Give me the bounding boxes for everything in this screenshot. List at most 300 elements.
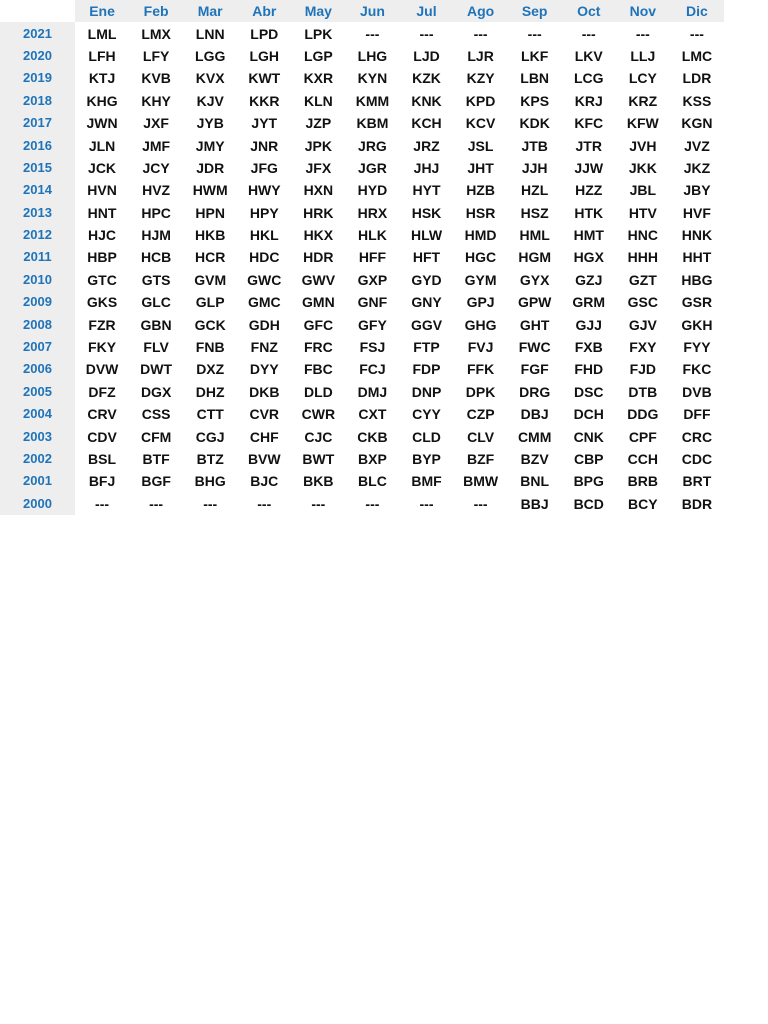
code-cell: KXR xyxy=(291,67,345,89)
code-cell: JYB xyxy=(183,112,237,134)
code-cell: BMW xyxy=(454,470,508,492)
table-row xyxy=(0,358,724,380)
code-cell: DBJ xyxy=(508,403,562,425)
code-cell: KSS xyxy=(670,90,724,112)
code-cell: KHY xyxy=(129,90,183,112)
code-cell: JGR xyxy=(345,157,399,179)
code-cell: CPF xyxy=(616,425,670,447)
code-cell: --- xyxy=(129,493,183,515)
code-cell: KJV xyxy=(183,90,237,112)
code-cell: JDR xyxy=(183,157,237,179)
code-cell: GPW xyxy=(508,291,562,313)
month-header-jul: Jul xyxy=(399,0,453,22)
code-cell: GVM xyxy=(183,269,237,291)
code-cell: FRC xyxy=(291,336,345,358)
year-label: 2019 xyxy=(0,67,75,89)
code-cell: HJC xyxy=(75,224,129,246)
code-cell: CLD xyxy=(399,425,453,447)
code-cell: DVB xyxy=(670,381,724,403)
code-cell: CGJ xyxy=(183,425,237,447)
code-cell: HLW xyxy=(399,224,453,246)
code-cell: DKB xyxy=(237,381,291,403)
code-cell: JHT xyxy=(454,157,508,179)
code-cell: CCH xyxy=(616,448,670,470)
code-cell: CYY xyxy=(399,403,453,425)
year-label: 2004 xyxy=(0,403,75,425)
code-cell: --- xyxy=(399,493,453,515)
code-cell: LCG xyxy=(562,67,616,89)
code-cell: KTJ xyxy=(75,67,129,89)
code-cell: GSC xyxy=(616,291,670,313)
code-cell: FSJ xyxy=(345,336,399,358)
code-cell: GWV xyxy=(291,269,345,291)
code-cell: LPK xyxy=(291,22,345,44)
code-cell: DRG xyxy=(508,381,562,403)
table-row xyxy=(0,381,724,403)
code-cell: KZY xyxy=(454,67,508,89)
table-row xyxy=(0,45,724,67)
code-cell: HNC xyxy=(616,224,670,246)
code-cell: HWY xyxy=(237,179,291,201)
code-cell: JBL xyxy=(616,179,670,201)
code-cell: HGC xyxy=(454,246,508,268)
code-cell: GDH xyxy=(237,313,291,335)
code-cell: HKX xyxy=(291,224,345,246)
code-cell: BRB xyxy=(616,470,670,492)
code-cell: GHT xyxy=(508,313,562,335)
code-cell: BGF xyxy=(129,470,183,492)
code-cell: HYT xyxy=(399,179,453,201)
code-cell: CDV xyxy=(75,425,129,447)
code-cell: JRZ xyxy=(399,134,453,156)
year-label: 2000 xyxy=(0,493,75,515)
code-cell: HPY xyxy=(237,202,291,224)
code-cell: HJM xyxy=(129,224,183,246)
code-cell: GYD xyxy=(399,269,453,291)
code-cell: FXB xyxy=(562,336,616,358)
table-row xyxy=(0,90,724,112)
code-cell: --- xyxy=(454,493,508,515)
code-cell: HGM xyxy=(508,246,562,268)
code-cell: --- xyxy=(291,493,345,515)
code-cell: FKC xyxy=(670,358,724,380)
year-label: 2014 xyxy=(0,179,75,201)
code-cell: JKZ xyxy=(670,157,724,179)
code-cell: HVZ xyxy=(129,179,183,201)
year-label: 2020 xyxy=(0,45,75,67)
code-cell: FVJ xyxy=(454,336,508,358)
code-cell: KVB xyxy=(129,67,183,89)
code-cell: CMM xyxy=(508,425,562,447)
code-cell: GRM xyxy=(562,291,616,313)
table-body xyxy=(0,22,724,515)
code-cell: DXZ xyxy=(183,358,237,380)
code-cell: FJD xyxy=(616,358,670,380)
code-cell: JJH xyxy=(508,157,562,179)
code-cell: KLN xyxy=(291,90,345,112)
code-cell: CJC xyxy=(291,425,345,447)
code-cell: FXY xyxy=(616,336,670,358)
code-cell: LML xyxy=(75,22,129,44)
code-cell: FWC xyxy=(508,336,562,358)
code-cell: HPC xyxy=(129,202,183,224)
code-cell: HFT xyxy=(399,246,453,268)
code-cell: HDC xyxy=(237,246,291,268)
code-cell: HZZ xyxy=(562,179,616,201)
table-row xyxy=(0,470,724,492)
month-header-may: May xyxy=(291,0,345,22)
code-cell: BMF xyxy=(399,470,453,492)
code-cell: BHG xyxy=(183,470,237,492)
year-label: 2002 xyxy=(0,448,75,470)
code-cell: HWM xyxy=(183,179,237,201)
code-cell: CNK xyxy=(562,425,616,447)
code-cell: JFX xyxy=(291,157,345,179)
code-cell: JSL xyxy=(454,134,508,156)
table-row xyxy=(0,22,724,44)
table-row xyxy=(0,493,724,515)
code-cell: JTB xyxy=(508,134,562,156)
code-cell: KBM xyxy=(345,112,399,134)
code-cell: GTC xyxy=(75,269,129,291)
code-cell: JVH xyxy=(616,134,670,156)
code-cell: HBP xyxy=(75,246,129,268)
code-cell: HPN xyxy=(183,202,237,224)
code-cell: KFW xyxy=(616,112,670,134)
code-cell: BYP xyxy=(399,448,453,470)
code-cell: HFF xyxy=(345,246,399,268)
year-label: 2005 xyxy=(0,381,75,403)
table-row xyxy=(0,112,724,134)
code-cell: DSC xyxy=(562,381,616,403)
code-cell: GJV xyxy=(616,313,670,335)
code-cell: --- xyxy=(237,493,291,515)
code-cell: --- xyxy=(562,22,616,44)
year-label: 2001 xyxy=(0,470,75,492)
code-cell: GKS xyxy=(75,291,129,313)
code-cell: LFH xyxy=(75,45,129,67)
code-cell: HKB xyxy=(183,224,237,246)
code-cell: HLK xyxy=(345,224,399,246)
code-cell: GWC xyxy=(237,269,291,291)
month-code-table xyxy=(0,0,724,515)
table-row xyxy=(0,224,724,246)
code-cell: FKY xyxy=(75,336,129,358)
code-cell: GSR xyxy=(670,291,724,313)
code-cell: LMC xyxy=(670,45,724,67)
year-label: 2010 xyxy=(0,269,75,291)
code-cell: BBJ xyxy=(508,493,562,515)
table-row xyxy=(0,403,724,425)
code-cell: JJW xyxy=(562,157,616,179)
code-cell: BWT xyxy=(291,448,345,470)
code-cell: --- xyxy=(345,493,399,515)
code-cell: DPK xyxy=(454,381,508,403)
code-cell: --- xyxy=(183,493,237,515)
code-cell: KGN xyxy=(670,112,724,134)
code-cell: GYM xyxy=(454,269,508,291)
code-cell: BRT xyxy=(670,470,724,492)
code-cell: --- xyxy=(508,22,562,44)
code-cell: GXP xyxy=(345,269,399,291)
code-cell: CWR xyxy=(291,403,345,425)
code-cell: GJJ xyxy=(562,313,616,335)
code-cell: FTP xyxy=(399,336,453,358)
code-cell: DYY xyxy=(237,358,291,380)
month-header-ago: Ago xyxy=(454,0,508,22)
code-cell: DDG xyxy=(616,403,670,425)
code-cell: DGX xyxy=(129,381,183,403)
code-cell: HGX xyxy=(562,246,616,268)
code-cell: CZP xyxy=(454,403,508,425)
code-cell: FZR xyxy=(75,313,129,335)
table-row xyxy=(0,336,724,358)
code-cell: KCH xyxy=(399,112,453,134)
code-cell: GKH xyxy=(670,313,724,335)
code-cell: LNN xyxy=(183,22,237,44)
year-label: 2008 xyxy=(0,313,75,335)
month-header-ene: Ene xyxy=(75,0,129,22)
code-cell: CRV xyxy=(75,403,129,425)
code-cell: --- xyxy=(399,22,453,44)
code-cell: JCY xyxy=(129,157,183,179)
table-row xyxy=(0,134,724,156)
code-cell: LMX xyxy=(129,22,183,44)
year-label: 2013 xyxy=(0,202,75,224)
code-cell: HSK xyxy=(399,202,453,224)
year-label: 2011 xyxy=(0,246,75,268)
year-label: 2016 xyxy=(0,134,75,156)
code-cell: JMY xyxy=(183,134,237,156)
code-cell: KPS xyxy=(508,90,562,112)
code-cell: HYD xyxy=(345,179,399,201)
code-cell: GNF xyxy=(345,291,399,313)
code-cell: --- xyxy=(75,493,129,515)
code-cell: KDK xyxy=(508,112,562,134)
code-cell: LKV xyxy=(562,45,616,67)
code-cell: JWN xyxy=(75,112,129,134)
year-label: 2003 xyxy=(0,425,75,447)
year-label: 2018 xyxy=(0,90,75,112)
code-cell: DNP xyxy=(399,381,453,403)
code-cell: GFY xyxy=(345,313,399,335)
month-header-feb: Feb xyxy=(129,0,183,22)
code-cell: GGV xyxy=(399,313,453,335)
code-cell: JHJ xyxy=(399,157,453,179)
code-cell: JZP xyxy=(291,112,345,134)
code-cell: DFF xyxy=(670,403,724,425)
code-cell: HXN xyxy=(291,179,345,201)
code-cell: GLP xyxy=(183,291,237,313)
code-cell: HTV xyxy=(616,202,670,224)
code-cell: GLC xyxy=(129,291,183,313)
code-cell: --- xyxy=(454,22,508,44)
code-cell: --- xyxy=(616,22,670,44)
code-cell: KPD xyxy=(454,90,508,112)
code-cell: BSL xyxy=(75,448,129,470)
code-cell: CTT xyxy=(183,403,237,425)
code-cell: BDR xyxy=(670,493,724,515)
table-row xyxy=(0,157,724,179)
year-label: 2012 xyxy=(0,224,75,246)
code-cell: JCK xyxy=(75,157,129,179)
code-cell: KRZ xyxy=(616,90,670,112)
month-header-jun: Jun xyxy=(345,0,399,22)
code-cell: KMM xyxy=(345,90,399,112)
code-cell: JMF xyxy=(129,134,183,156)
table-row xyxy=(0,269,724,291)
code-cell: KCV xyxy=(454,112,508,134)
code-cell: DMJ xyxy=(345,381,399,403)
month-header-sep: Sep xyxy=(508,0,562,22)
code-cell: HDR xyxy=(291,246,345,268)
month-header-dic: Dic xyxy=(670,0,724,22)
month-header-nov: Nov xyxy=(616,0,670,22)
code-cell: GFC xyxy=(291,313,345,335)
table-row xyxy=(0,246,724,268)
code-cell: BCD xyxy=(562,493,616,515)
code-cell: CKB xyxy=(345,425,399,447)
code-cell: CXT xyxy=(345,403,399,425)
code-cell: HTK xyxy=(562,202,616,224)
code-cell: FFK xyxy=(454,358,508,380)
month-header-mar: Mar xyxy=(183,0,237,22)
year-label: 2017 xyxy=(0,112,75,134)
code-cell: HBG xyxy=(670,269,724,291)
code-cell: CHF xyxy=(237,425,291,447)
code-cell: LLJ xyxy=(616,45,670,67)
code-cell: HRK xyxy=(291,202,345,224)
code-cell: LGH xyxy=(237,45,291,67)
code-cell: BPG xyxy=(562,470,616,492)
table-row xyxy=(0,448,724,470)
code-cell: GYX xyxy=(508,269,562,291)
code-cell: DCH xyxy=(562,403,616,425)
code-cell: JPK xyxy=(291,134,345,156)
code-cell: BTZ xyxy=(183,448,237,470)
code-cell: LCY xyxy=(616,67,670,89)
code-cell: FHD xyxy=(562,358,616,380)
code-cell: DTB xyxy=(616,381,670,403)
code-cell: FCJ xyxy=(345,358,399,380)
code-cell: JXF xyxy=(129,112,183,134)
table-row xyxy=(0,291,724,313)
code-cell: KVX xyxy=(183,67,237,89)
code-cell: BXP xyxy=(345,448,399,470)
code-cell: HVN xyxy=(75,179,129,201)
table-row xyxy=(0,179,724,201)
code-cell: GZT xyxy=(616,269,670,291)
code-cell: JLN xyxy=(75,134,129,156)
code-cell: HZB xyxy=(454,179,508,201)
table-row xyxy=(0,425,724,447)
code-cell: GZJ xyxy=(562,269,616,291)
code-cell: BLC xyxy=(345,470,399,492)
code-cell: GCK xyxy=(183,313,237,335)
code-cell: HVF xyxy=(670,202,724,224)
code-cell: JKK xyxy=(616,157,670,179)
code-cell: CDC xyxy=(670,448,724,470)
code-cell: CLV xyxy=(454,425,508,447)
code-cell: LDR xyxy=(670,67,724,89)
code-cell: FNZ xyxy=(237,336,291,358)
code-cell: --- xyxy=(345,22,399,44)
year-label: 2007 xyxy=(0,336,75,358)
code-cell: GTS xyxy=(129,269,183,291)
table-row xyxy=(0,202,724,224)
code-cell: HZL xyxy=(508,179,562,201)
code-cell: KZK xyxy=(399,67,453,89)
code-cell: CVR xyxy=(237,403,291,425)
code-cell: LBN xyxy=(508,67,562,89)
table-row xyxy=(0,67,724,89)
code-cell: BTF xyxy=(129,448,183,470)
code-cell: LHG xyxy=(345,45,399,67)
code-cell: HKL xyxy=(237,224,291,246)
code-cell: KHG xyxy=(75,90,129,112)
code-cell: JTR xyxy=(562,134,616,156)
code-cell: HMT xyxy=(562,224,616,246)
code-cell: --- xyxy=(670,22,724,44)
code-cell: DLD xyxy=(291,381,345,403)
code-cell: CBP xyxy=(562,448,616,470)
code-cell: LGG xyxy=(183,45,237,67)
year-label: 2009 xyxy=(0,291,75,313)
code-cell: FGF xyxy=(508,358,562,380)
code-cell: HHH xyxy=(616,246,670,268)
code-cell: BCY xyxy=(616,493,670,515)
month-header-abr: Abr xyxy=(237,0,291,22)
code-cell: BZV xyxy=(508,448,562,470)
code-cell: HML xyxy=(508,224,562,246)
code-cell: GPJ xyxy=(454,291,508,313)
code-cell: KYN xyxy=(345,67,399,89)
code-cell: LJR xyxy=(454,45,508,67)
code-cell: KRJ xyxy=(562,90,616,112)
code-cell: LJD xyxy=(399,45,453,67)
year-label: 2021 xyxy=(0,22,75,44)
code-cell: LKF xyxy=(508,45,562,67)
code-cell: JFG xyxy=(237,157,291,179)
code-cell: BFJ xyxy=(75,470,129,492)
code-cell: BNL xyxy=(508,470,562,492)
code-cell: JVZ xyxy=(670,134,724,156)
code-cell: HCB xyxy=(129,246,183,268)
code-cell: CFM xyxy=(129,425,183,447)
month-header-oct: Oct xyxy=(562,0,616,22)
code-cell: FYY xyxy=(670,336,724,358)
code-cell: HNK xyxy=(670,224,724,246)
code-cell: HHT xyxy=(670,246,724,268)
code-cell: FBC xyxy=(291,358,345,380)
code-cell: BJC xyxy=(237,470,291,492)
code-cell: JRG xyxy=(345,134,399,156)
code-cell: GHG xyxy=(454,313,508,335)
code-cell: FLV xyxy=(129,336,183,358)
code-cell: BZF xyxy=(454,448,508,470)
code-cell: HMD xyxy=(454,224,508,246)
year-label: 2006 xyxy=(0,358,75,380)
code-cell: GBN xyxy=(129,313,183,335)
code-cell: BKB xyxy=(291,470,345,492)
code-cell: CRC xyxy=(670,425,724,447)
code-cell: LPD xyxy=(237,22,291,44)
code-cell: KWT xyxy=(237,67,291,89)
code-cell: JYT xyxy=(237,112,291,134)
code-cell: HRX xyxy=(345,202,399,224)
code-cell: GNY xyxy=(399,291,453,313)
code-cell: JNR xyxy=(237,134,291,156)
